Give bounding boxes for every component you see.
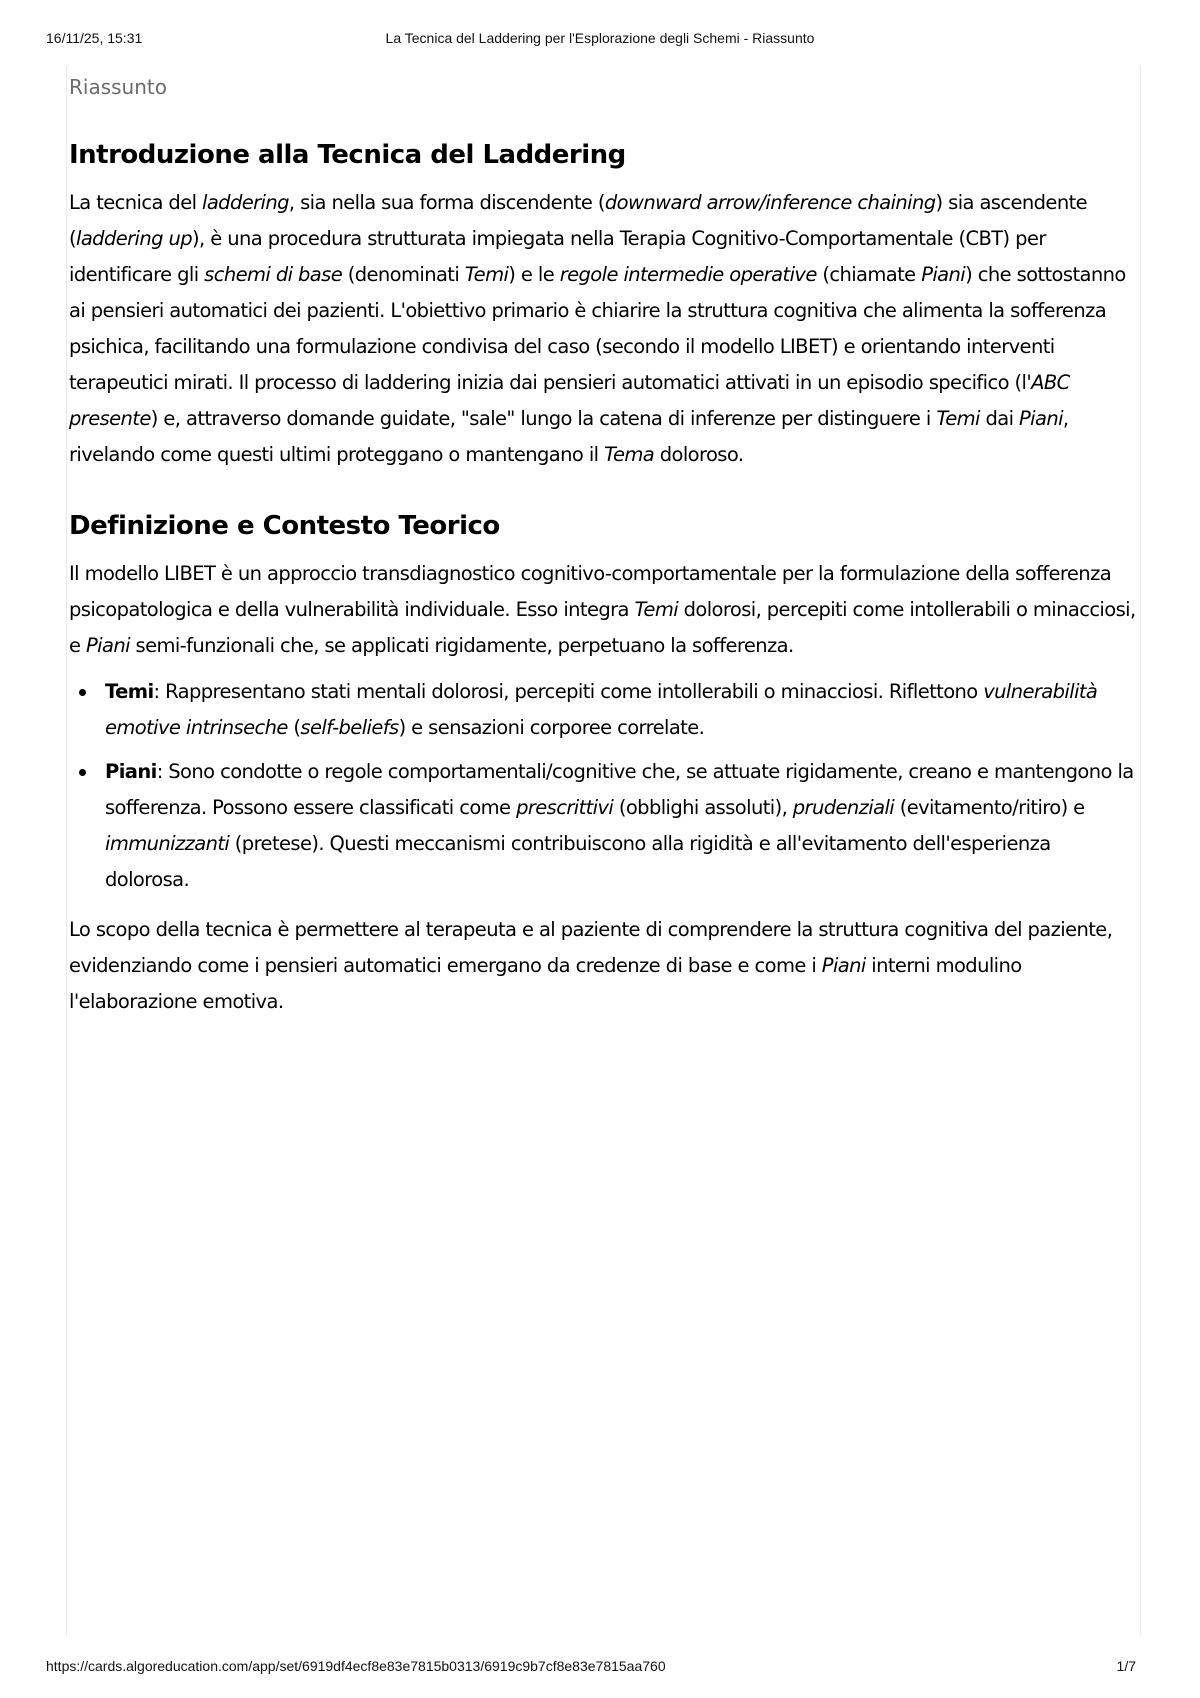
content-frame (66, 66, 1141, 1636)
page-url[interactable]: https://cards.algoreducation.com/app/set/6919df4ecf8e83e7815b0313/6919c9b7cf8e83e7815aa760 (46, 1658, 666, 1674)
definition-paragraph: Il modello LIBET è un approccio transdiagnostico cognitivo-comportamentale per la formulazione della sofferenza psicopatologica e della vulnerabilità individuale. Esso integra Temi dolorosi, percepiti come intollerabili o minacciosi, e Piani semi-funzionali che, se applicati rigidamente, perpetuano la sofferenza. (69, 561, 1136, 657)
definition-heading: Definizione e Contesto Teorico (69, 510, 500, 541)
bullet-icon (79, 769, 86, 776)
print-footer (0, 1658, 1200, 1678)
print-header (0, 30, 1200, 50)
closing-paragraph: Lo scopo della tecnica è permettere al terapeuta e al paziente di comprendere la struttura cognitiva del paziente, evidenziando come i pensieri automatici emergano da credenze di base e come i Piani interni modulino l'elaborazione emotiva. (69, 917, 1113, 1013)
list-item-temi: Temi: Rappresentano stati mentali dolorosi, percepiti come intollerabili o minacciosi. Riflettono vulnerabilità emotive intrinseche (self-beliefs) e sensazioni corporee correlate. (105, 674, 1137, 746)
section-label: Riassunto (69, 75, 167, 99)
definition-list (69, 674, 1137, 898)
page-number: 1/7 (1116, 1658, 1136, 1674)
bullet-icon (79, 689, 86, 696)
print-page-title: La Tecnica del Laddering per l'Esplorazione degli Schemi - Riassunto (385, 30, 815, 46)
intro-heading: Introduzione alla Tecnica del Laddering (69, 140, 626, 170)
summary-content (69, 66, 1137, 1020)
intro-paragraph: La tecnica del laddering, sia nella sua forma discendente (downward arrow/inference chaining) sia ascendente (laddering up), è una procedura strutturata impiegata nella Terapia Cognitivo-Comportamentale (CBT) per identificare gli schemi di base (denominati Temi) e le regole intermedie operative (chiamate Piani) che sottostanno ai pensieri automatici dei pazienti. L'obiettivo primario è chiarire la struttura cognitiva che alimenta la sofferenza psichica, facilitando una formulazione condivisa del caso (secondo il modello LIBET) e orientando interventi terapeutici mirati. Il processo di laddering inizia dai pensieri automatici attivati in un episodio specifico (l'ABC presente) e, attraverso domande guidate, "sale" lungo la catena di inferenze per distinguere i Temi dai Piani, rivelando come questi ultimi proteggano o mantengano il Tema doloroso. (69, 190, 1126, 466)
print-datetime: 16/11/25, 15:31 (46, 30, 143, 46)
list-item-piani: Piani: Sono condotte o regole comportamentali/cognitive che, se attuate rigidamente, creano e mantengono la sofferenza. Possono essere classificati come prescrittivi (obblighi assoluti), prudenziali (evitamento/ritiro) e immunizzanti (pretese). Questi meccanismi contribuiscono alla rigidità e all'evitamento dell'esperienza dolorosa. (105, 754, 1137, 898)
